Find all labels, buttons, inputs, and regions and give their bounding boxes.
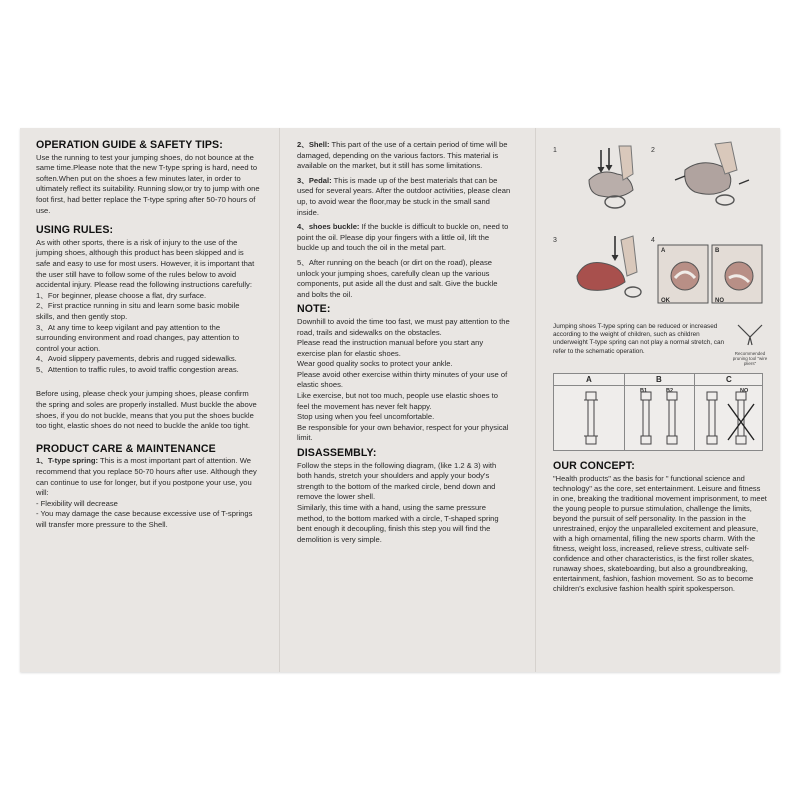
spring-a-illustration	[576, 390, 606, 446]
diagram-label-c: C	[726, 375, 732, 384]
spring-note-block	[553, 323, 768, 367]
fold-line-left	[279, 128, 280, 672]
disassembly-text: Similarly, this time with a hand, using the same pressure method, to the bottom marked with a circle, T-shaped spring bent enough it decoupling, finish this step you will find the demolition is very simple.	[297, 503, 499, 544]
buckle-text: If the buckle is difficult to buckle on, need to point the oil. Please dip your fingers with a little oil, lift the buckle up and touch the oil in the metal part.	[297, 222, 509, 253]
cleaning-paragraph: 5、After running on the beach (or dirt on the road), please unlock your jumping shoes, carefully clean up the various components, put aside all the dust and salt. Give the buckle and bolts the oil.	[297, 257, 498, 299]
shell-label: 2、Shell:	[297, 140, 330, 149]
figure-number: 3	[553, 237, 557, 244]
figure-number: 2	[651, 147, 655, 154]
rule-item: 4、Avoid slippery pavements, debris and rugged sidewalks.	[36, 354, 237, 364]
disassembly-text: Follow the steps in the following diagram, (like 1.2 & 3) with both hands, stretch your shoulders and apply your body's strength to the bottom of the marked circle, bend down and remove the lower shell.	[297, 460, 497, 502]
fold-line-right	[535, 128, 536, 672]
spring-b1-illustration	[634, 390, 658, 446]
diagram-sublabel-b2: B2	[666, 388, 674, 394]
diagram-divider	[624, 374, 625, 450]
care-bullet: - Flexibility will decrease	[36, 498, 118, 508]
disassembly-heading: DISASSEMBLY:	[297, 447, 377, 460]
shell-paragraph	[297, 140, 512, 172]
step2-illustration	[665, 140, 755, 210]
note-line: Wear good quality socks to protect your ankle.	[297, 359, 453, 369]
wire-pliers	[732, 323, 768, 367]
pedal-text: This is made up of the best materials that can be used for several years. After the outdoor activities, please clean up, to avoid wear the floor,may be stuck in the small sand inside.	[297, 175, 511, 217]
using-rules-intro: As with other sports, there is a risk of injury to the use of the jumping shoes, although this product has been skipped and is safe and easy to use for most users. However, it is important that the user still have to follow some of the rules below to avoid accidental injury. Please read the following instructions carefully:	[36, 237, 255, 290]
pedal-paragraph	[297, 176, 512, 218]
care-bullet: - You may damage the case because excessive use of T-springs will transfer more pressure to the Shell.	[36, 509, 253, 529]
spring-b2-illustration	[660, 390, 684, 446]
note-heading: NOTE:	[297, 303, 331, 316]
spring-adjustment-diagram	[553, 373, 763, 451]
t-spring-text: This is a most important part of attention. We recommend that you replace 50-70 hours after use. Although they can continue to use for longer, but if you postpone your use, you will:	[36, 456, 257, 498]
our-concept-heading: OUR CONCEPT:	[553, 460, 635, 472]
operation-guide-heading: OPERATION GUIDE & SAFETY TIPS:	[36, 139, 223, 151]
diagram-sublabel-b1: B1	[640, 388, 648, 394]
rule-item: 2、First practice running in situ and learn some basic mobile skills, and then gently stop.	[36, 301, 240, 321]
column-middle	[297, 140, 512, 545]
spring-c1-illustration	[700, 390, 724, 446]
using-rules-heading: USING RULES:	[36, 224, 114, 237]
spring-note-text: Jumping shoes T-type spring can be reduced or increased according to the weight of children, such as children underweight T-type spring can not play a normal stretch, can refer to the schematic operation.	[553, 323, 725, 355]
our-concept-text: "Health products" as the basis for " functional science and technology" as the core, set entertainment. Leisure and fitness in one, breaking the traditional movement imprisonment, to meet the young people to pursue stimulation, challenge the limits, beyond the pursuit of self personality. In the passion in the unrestrained, enjoy the unparalleled excitement and pleasure, with a high ornamental, filling the new sports charm. With the fitness, weight loss, increased, relieve stress, cultivate self-confidence and other characteristics, is the first roller skates, runaway shoes, skateboarding, but also a groundbreaking, entertainment, fashion, fashion movement. So as to become children's exclusive fashion health spirit spokesperson.	[553, 473, 767, 593]
step3-illustration	[571, 232, 661, 302]
note-line: Like exercise, but not too much, people use elastic shoes to feel the movement has never felt happy.	[297, 391, 498, 411]
figure-number: 1	[553, 147, 557, 154]
diagram-label-b: B	[656, 375, 662, 384]
before-using-text: Before using, please check your jumping shoes, please confirm the spring and soles are properly installed. Must buckle the above shoes, if you do not buckle, means that you put the shoes buckle too tight, elastic shoes do not need to buckle the ankle too tight.	[36, 389, 257, 431]
pliers-caption: Recommended pruning tool "wire pliers"	[732, 350, 768, 367]
note-line: Downhill to avoid the time too fast, we must pay attention to the road, trails and sidewalks on the obstacles.	[297, 316, 510, 337]
column-right	[553, 140, 768, 594]
operation-guide-text: Use the running to test your jumping shoes, do not bounce at the same time.Please note that the new T-type spring is hard, need to soften.When put on the shoes a few minutes later, in order to ultimately reflect its suitability. Running slow,or try to jump with one foot first, had better replace the T-type spring after 50-70 hours of use.	[36, 152, 260, 215]
note-line: Please read the instruction manual before you start any exercise plan for elastic shoes.	[297, 338, 484, 358]
rule-item: 5、Attention to traffic rules, to avoid traffic congestion areas.	[36, 364, 239, 374]
diagram-label-a: A	[586, 375, 592, 384]
no-label: NO	[715, 298, 724, 304]
note-line: Stop using when you feel uncomfortable.	[297, 412, 435, 422]
t-spring-label: 1、T-type spring:	[36, 456, 99, 466]
comparison-label-a: A	[661, 248, 666, 254]
product-care-heading: PRODUCT CARE & MAINTENANCE	[36, 442, 216, 455]
spring-c2-crossed-illustration	[726, 390, 756, 446]
buckle-label: 4、shoes buckle:	[297, 222, 360, 232]
rule-item: 1、For beginner, please choose a flat, dry surface.	[36, 290, 207, 300]
diagram-sublabel-no: NO	[740, 388, 749, 394]
buckle-paragraph	[297, 222, 512, 254]
pliers-icon	[732, 323, 768, 347]
shell-text: This part of the use of a certain period of time will be damaged, depending on the various factors. This material is available on the market, but it still has some limitations.	[297, 140, 508, 171]
t-spring-paragraph	[36, 456, 260, 498]
diagram-divider	[694, 374, 695, 450]
rule-item: 3、At any time to keep vigilant and pay attention to the surrounding environment and road changes, pay attention to control your action.	[36, 322, 240, 353]
step1-illustration	[571, 140, 661, 210]
figure-number: 4	[651, 237, 655, 244]
column-left	[36, 140, 260, 531]
note-line: Be responsible for your own behavior, respect for your physical limit.	[297, 422, 509, 443]
ok-label: OK	[661, 298, 670, 304]
comparison-label-b: B	[715, 248, 720, 254]
disassembly-figures	[553, 140, 763, 315]
pedal-label: 3、Pedal:	[297, 175, 332, 185]
step4-ok-no-comparison	[657, 244, 763, 306]
note-line: Please avoid other exercise within thirty minutes of your use of elastic shoes.	[297, 369, 508, 390]
